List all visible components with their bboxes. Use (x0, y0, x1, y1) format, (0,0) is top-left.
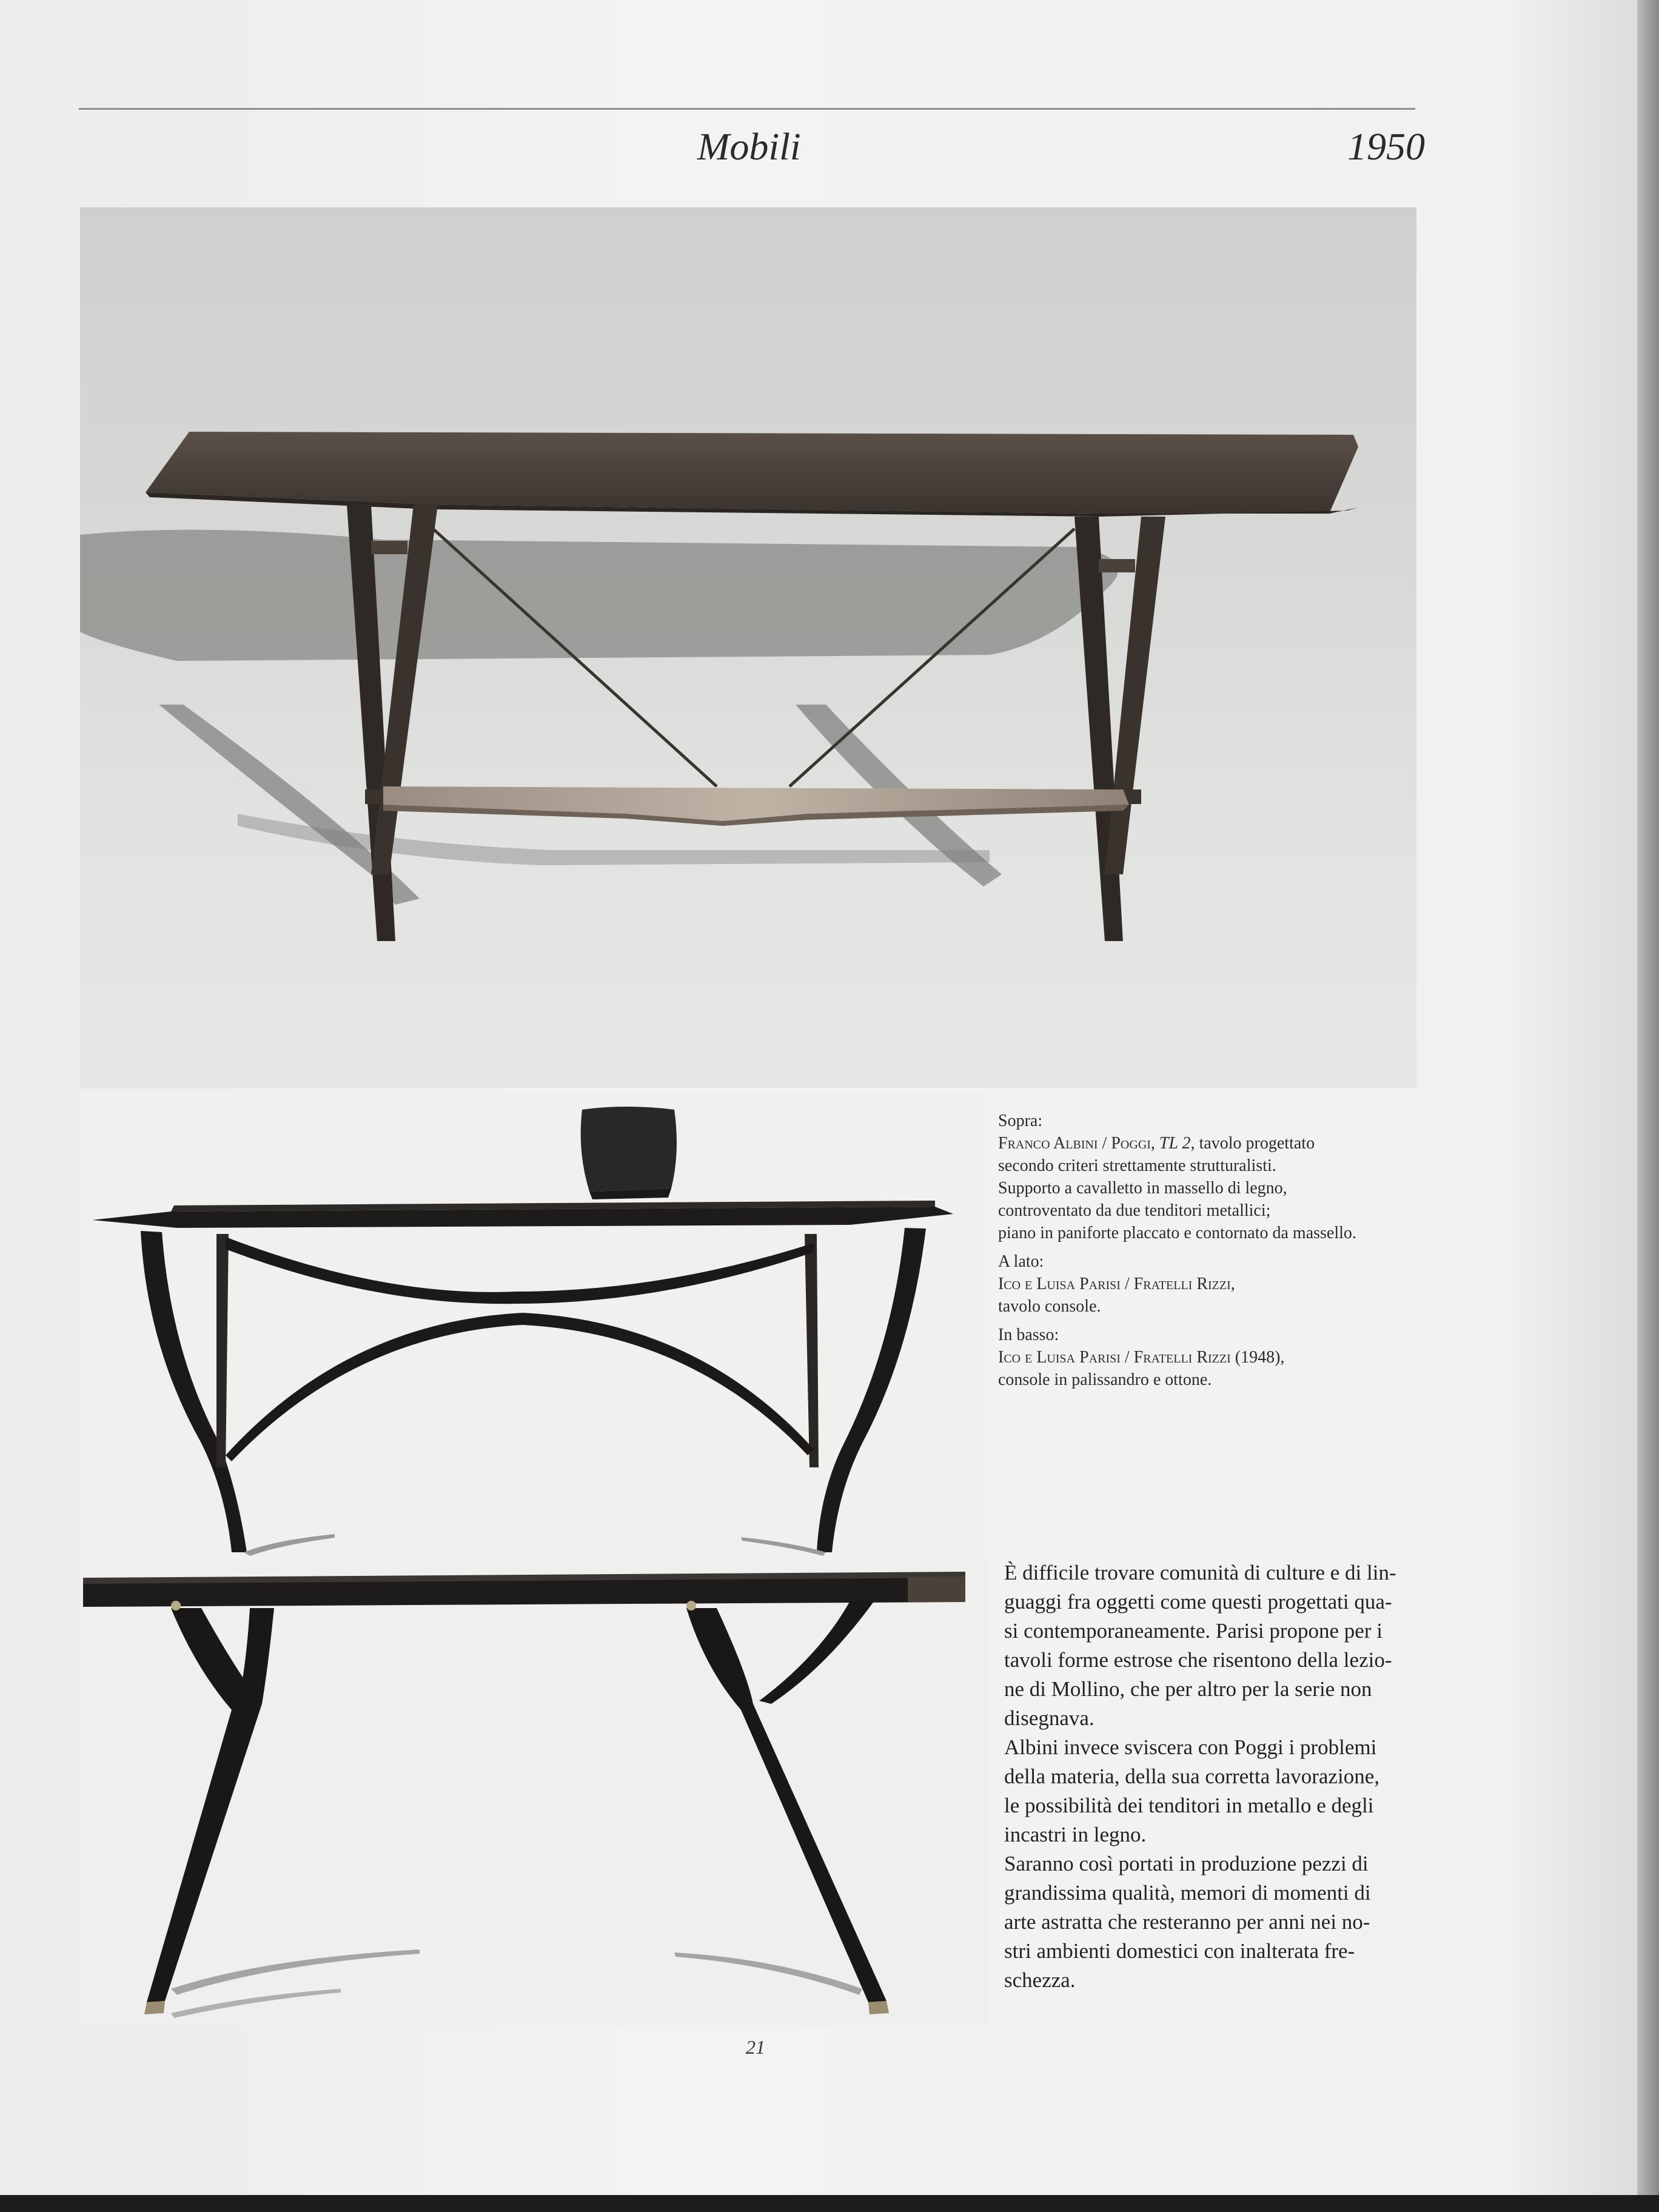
body-line: incastri in legno. (1004, 1823, 1147, 1846)
page-number: 21 (746, 2036, 765, 2058)
photo-captions (998, 1110, 1423, 1397)
body-line: Saranno così portati in produzione pezzi di (1004, 1852, 1369, 1875)
caption-side-heading: A lato: (998, 1252, 1044, 1271)
caption-top-model: TL 2 (1159, 1134, 1191, 1153)
body-line: si contemporaneamente. Parisi propone per i (1004, 1619, 1382, 1643)
caption-top-line: secondo criteri strettamente strutturalisti. (998, 1156, 1276, 1175)
palissandro-console-illustration (80, 1564, 990, 2025)
caption-bottom-year: (1948), (1230, 1348, 1285, 1367)
caption-bottom (998, 1324, 1423, 1391)
body-line: stri ambienti domestici con inalterata fre- (1004, 1939, 1355, 1963)
photo-parisi-console (80, 1091, 990, 1564)
body-line: tavoli forme estrose che risentono della lezio- (1004, 1648, 1392, 1672)
caption-bottom-heading: In basso: (998, 1326, 1059, 1344)
caption-bottom-designers: Ico e Luisa Parisi / Fratelli Rizzi (998, 1348, 1231, 1367)
body-text (1004, 1558, 1441, 1995)
photo-albini-table (80, 207, 1416, 1088)
page-edge (1637, 0, 1659, 2195)
caption-bottom-credit (998, 1346, 1423, 1369)
body-line: guaggi fra oggetti come questi progettati qua- (1004, 1590, 1392, 1614)
body-line: Albini invece sviscera con Poggi i problemi (1004, 1735, 1377, 1759)
body-line: disegnava. (1004, 1706, 1094, 1730)
body-line: schezza. (1004, 1968, 1076, 1992)
body-line: le possibilità dei tenditori in metallo e degli (1004, 1794, 1374, 1817)
caption-top-line1-rest: , tavolo progettato (1190, 1134, 1315, 1153)
caption-top-line: controventato da due tenditori metallici; (998, 1201, 1271, 1220)
caption-side-designers: Ico e Luisa Parisi / Fratelli Rizzi, (998, 1275, 1235, 1293)
header-year: 1950 (1347, 125, 1425, 168)
body-line: grandissima qualità, memori di momenti di (1004, 1881, 1371, 1905)
parisi-console-illustration (80, 1091, 990, 1564)
caption-top (998, 1110, 1423, 1244)
body-line: della materia, della sua corretta lavorazione, (1004, 1765, 1379, 1788)
caption-top-designers: Franco Albini / Poggi, (998, 1134, 1155, 1153)
albini-table-illustration (80, 207, 1416, 1088)
caption-top-heading: Sopra: (998, 1111, 1043, 1130)
body-line: ne di Mollino, che per altro per la serie non (1004, 1677, 1372, 1701)
section-title: Mobili (697, 125, 801, 168)
caption-side-desc: tavolo console. (998, 1297, 1101, 1316)
caption-top-line: Supporto a cavalletto in massello di legno, (998, 1179, 1287, 1198)
photo-parisi-palissandro-console (80, 1564, 990, 2025)
body-line: È difficile trovare comunità di culture e di lin- (1004, 1561, 1396, 1584)
header-rule (79, 108, 1415, 110)
caption-bottom-desc: console in palissandro e ottone. (998, 1370, 1212, 1389)
background-edge (0, 2195, 1659, 2212)
body-line: arte astratta che resteranno per anni nei no- (1004, 1910, 1370, 1934)
caption-side (998, 1250, 1423, 1318)
caption-top-line: piano in paniforte placcato e contornato da massello. (998, 1224, 1356, 1242)
caption-top-credit (998, 1132, 1423, 1155)
